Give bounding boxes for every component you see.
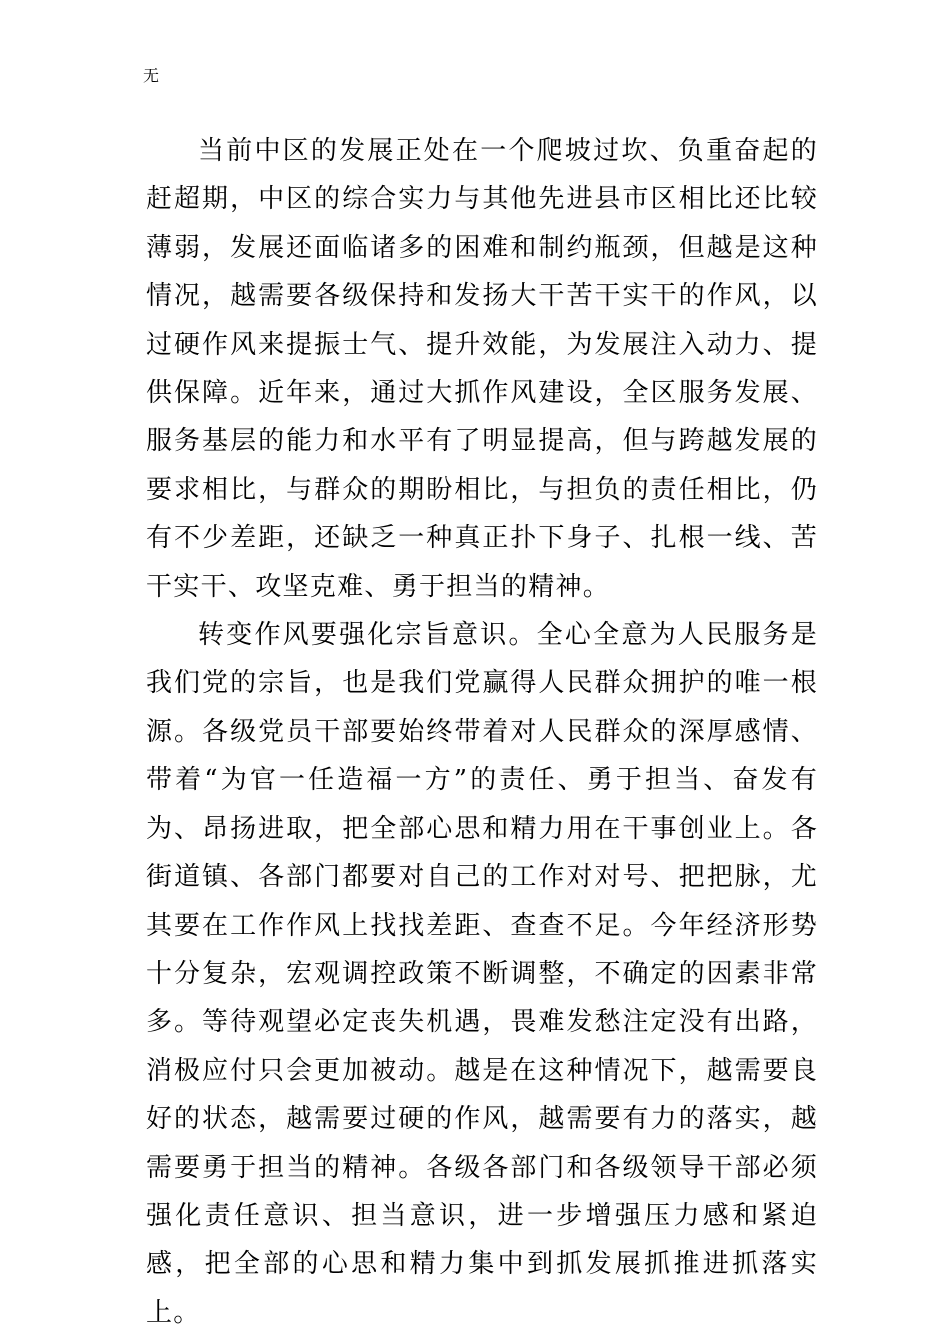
header-mark: 无 [143, 66, 160, 85]
paragraph-1: 当前中区的发展正处在一个爬坡过坎、负重奋起的赶超期，中区的综合实力与其他先进县市区相比还比较薄弱，发展还面临诸多的困难和制约瓶颈，但越是这种情况，越需要各级保持和发扬大干苦干实干的作风，以过硬作风来提振士气、提升效能，为发展注入动力、提供保障。近年来，通过大抓作风建设，全区服务发展、服务基层的能力和水平有了明显提高，但与跨越发展的要求相比，与群众的期盼相比，与担负的责任相比，仍有不少差距，还缺乏一种真正扑下身子、扎根一线、苦干实干、攻坚克难、勇于担当的精神。 [146, 136, 818, 602]
document-body [146, 127, 818, 1337]
paragraph-2: 转变作风要强化宗旨意识。全心全意为人民服务是我们党的宗旨，也是我们党赢得人民群众拥护的唯一根源。各级党员干部要始终带着对人民群众的深厚感情、带着“为官一任造福一方”的责任、勇于担当、奋发有为、昂扬进取，把全部心思和精力用在干事创业上。各街道镇、各部门都要对自己的工作对对号、把把脉，尤其要在工作作风上找找差距、查查不足。今年经济形势十分复杂，宏观调控政策不断调整，不确定的因素非常多。等待观望必定丧失机遇，畏难发愁注定没有出路，消极应付只会更加被动。越是在这种情况下，越需要良好的状态，越需要过硬的作风，越需要有力的落实，越需要勇于担当的精神。各级各部门和各级领导干部必须强化责任意识、担当意识，进一步增强压力感和紧迫感，把全部的心思和精力集中到抓发展抓推进抓落实上。 [146, 620, 818, 1328]
